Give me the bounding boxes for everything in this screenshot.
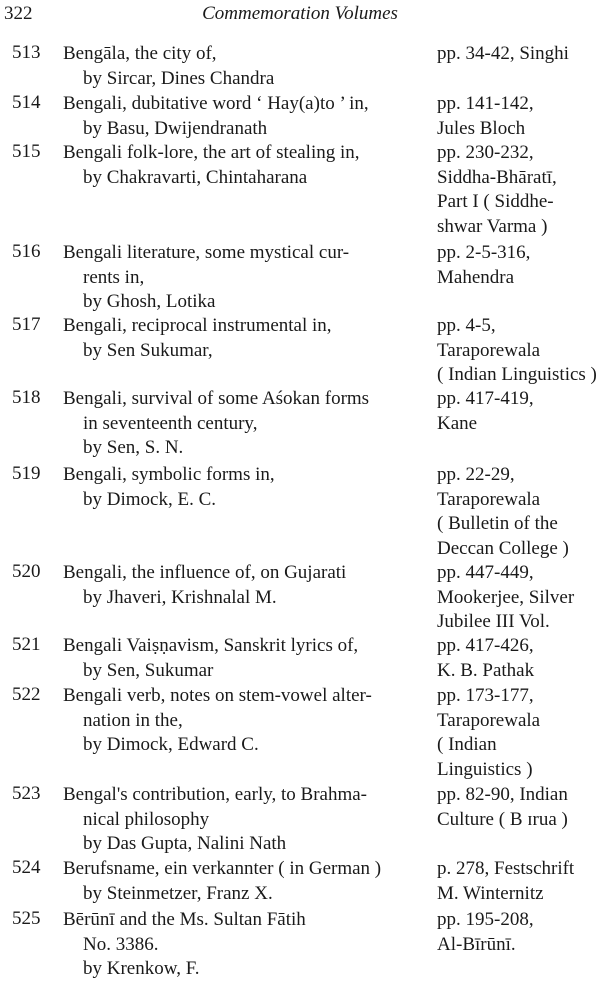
entry-title-line: Bengali folk-lore, the art of stealing in, (63, 142, 360, 163)
entry-reference (437, 42, 597, 67)
entry-title (63, 783, 428, 857)
entry-reference (437, 241, 597, 290)
entry-title-line: Bengali literature, some mystical cur- (63, 242, 350, 263)
entry-reference-line: pp. 141-142, (437, 93, 534, 114)
entry-reference-line: ( Bulletin of the (437, 513, 558, 535)
entry-reference (437, 463, 597, 561)
entry-author: by Ghosh, Lotika (83, 291, 216, 313)
entry-reference-line: Al-Bīrūnī. (437, 933, 516, 955)
entry-title (63, 684, 428, 758)
entry-author: by Steinmetzer, Franz X. (83, 882, 273, 904)
entry-author: by Sen, S. N. (83, 437, 184, 459)
entry-reference-line: Part I ( Siddhe- (437, 191, 554, 213)
entry-reference (437, 314, 597, 388)
entry-title-line: Bengali, survival of some Aśokan forms (63, 388, 370, 409)
entry-author: by Krenkow, F. (83, 958, 200, 980)
entry-reference (437, 634, 597, 683)
entry-reference-line: pp. 447-449, (437, 562, 534, 583)
entry-title-line: nical philosophy (83, 808, 210, 830)
entry-title-line: Bengal's contribution, early, to Brahma- (63, 784, 367, 805)
entry-reference-line: pp. 195-208, (437, 909, 534, 930)
entry-title (63, 387, 428, 461)
entry-number: 522 (12, 684, 41, 705)
entry-author: by Dimock, E. C. (83, 488, 216, 510)
entry-title-line: No. 3386. (83, 933, 159, 955)
entry-number: 520 (12, 561, 41, 582)
entry-number: 518 (12, 387, 41, 408)
entry-title-line: Berufsname, ein verkannter ( in German ) (63, 858, 382, 879)
entry-number: 516 (12, 241, 41, 262)
entry-number: 523 (12, 783, 41, 804)
entry-title-line: in seventeenth century, (83, 412, 258, 434)
entry-title-line: Bengali, the influence of, on Gujarati (63, 562, 347, 583)
entry-number: 514 (12, 92, 41, 113)
running-title: Commemoration Volumes (202, 3, 398, 24)
page-number: 322 (4, 3, 33, 24)
entry-title (63, 141, 428, 190)
entry-author: by Dimock, Edward C. (83, 734, 259, 756)
entry-number: 517 (12, 314, 41, 335)
entry-reference-line: M. Winternitz (437, 882, 544, 904)
entry-title-line: Bengali, dubitative word ‘ Hay(a)to ’ in, (63, 93, 369, 114)
entry-reference-line: K. B. Pathak (437, 659, 535, 681)
entry-title-line: nation in the, (83, 709, 183, 731)
entry-title (63, 857, 428, 906)
entry-reference-line: pp. 417-426, (437, 635, 534, 656)
entry-reference-line: pp. 173-177, (437, 685, 534, 706)
entry-number: 513 (12, 42, 41, 63)
entry-reference (437, 141, 597, 239)
entry-title (63, 42, 428, 91)
entry-author: by Sen Sukumar, (83, 339, 213, 361)
entry-reference (437, 908, 597, 957)
entry-author: by Sircar, Dines Chandra (83, 67, 275, 89)
entry-title-line: Bengali, reciprocal instrumental in, (63, 315, 332, 336)
entry-reference-line: pp. 417-419, (437, 388, 534, 409)
entry-title-line: Bērūnī and the Ms. Sultan Fātih (63, 909, 306, 930)
entry-title (63, 561, 428, 610)
entry-title-line: Bengali Vaiṣṇavism, Sanskrit lyrics of, (63, 635, 359, 656)
entry-reference-line: Taraporewala (437, 488, 541, 510)
entry-reference-line: Jubilee III Vol. (437, 611, 550, 633)
entry-title (63, 92, 428, 141)
entry-reference (437, 857, 597, 906)
entry-title (63, 463, 428, 512)
entry-reference-line: Taraporewala (437, 709, 541, 731)
entry-reference-line: Linguistics ) (437, 758, 533, 780)
entry-title (63, 241, 428, 315)
entry-title (63, 908, 428, 982)
entry-reference-line: pp. 4-5, (437, 315, 496, 336)
entry-number: 524 (12, 857, 41, 878)
entry-reference-line: Deccan College ) (437, 537, 569, 559)
entry-reference-line: Mookerjee, Silver (437, 586, 575, 608)
entry-reference (437, 561, 597, 635)
entry-number: 521 (12, 634, 41, 655)
entry-title-line: Bengali, symbolic forms in, (63, 464, 275, 485)
entry-title-line: Bengali verb, notes on stem-vowel alter- (63, 685, 372, 706)
entry-number: 515 (12, 141, 41, 162)
entry-title (63, 314, 428, 363)
entry-reference-line: ( Indian (437, 734, 497, 756)
entry-reference (437, 92, 597, 141)
entry-reference-line: shwar Varma ) (437, 215, 548, 237)
entry-reference-line: Culture ( B ɪrua ) (437, 808, 568, 830)
entry-title (63, 634, 428, 683)
entry-title-line: rents in, (83, 266, 145, 288)
entry-reference-line: pp. 82-90, Indian (437, 784, 568, 805)
entry-reference-line: Taraporewala (437, 339, 541, 361)
entry-reference-line: pp. 2-5-316, (437, 242, 531, 263)
entry-reference-line: Siddha-Bhāratī, (437, 166, 557, 188)
entry-reference-line: Mahendra (437, 266, 515, 288)
entry-author: by Das Gupta, Nalini Nath (83, 833, 287, 855)
entry-number: 525 (12, 908, 41, 929)
entry-reference (437, 783, 597, 832)
entry-reference-line: p. 278, Festschrift (437, 858, 575, 879)
entry-reference-line: ( Indian Linguistics ) (437, 364, 597, 386)
entry-reference-line: Jules Bloch (437, 117, 526, 139)
entry-reference (437, 387, 597, 436)
entry-author: by Jhaveri, Krishnalal M. (83, 586, 277, 608)
page-header (0, 3, 600, 33)
entry-author: by Basu, Dwijendranath (83, 117, 268, 139)
entry-author: by Sen, Sukumar (83, 659, 214, 681)
entry-reference-line: pp. 34-42, Singhi (437, 43, 569, 64)
entry-title-line: Bengāla, the city of, (63, 43, 217, 64)
entry-reference (437, 684, 597, 782)
entry-reference-line: pp. 22-29, (437, 464, 515, 485)
entry-reference-line: pp. 230-232, (437, 142, 534, 163)
entry-reference-line: Kane (437, 412, 478, 434)
entry-author: by Chakravarti, Chintaharana (83, 166, 308, 188)
entry-number: 519 (12, 463, 41, 484)
